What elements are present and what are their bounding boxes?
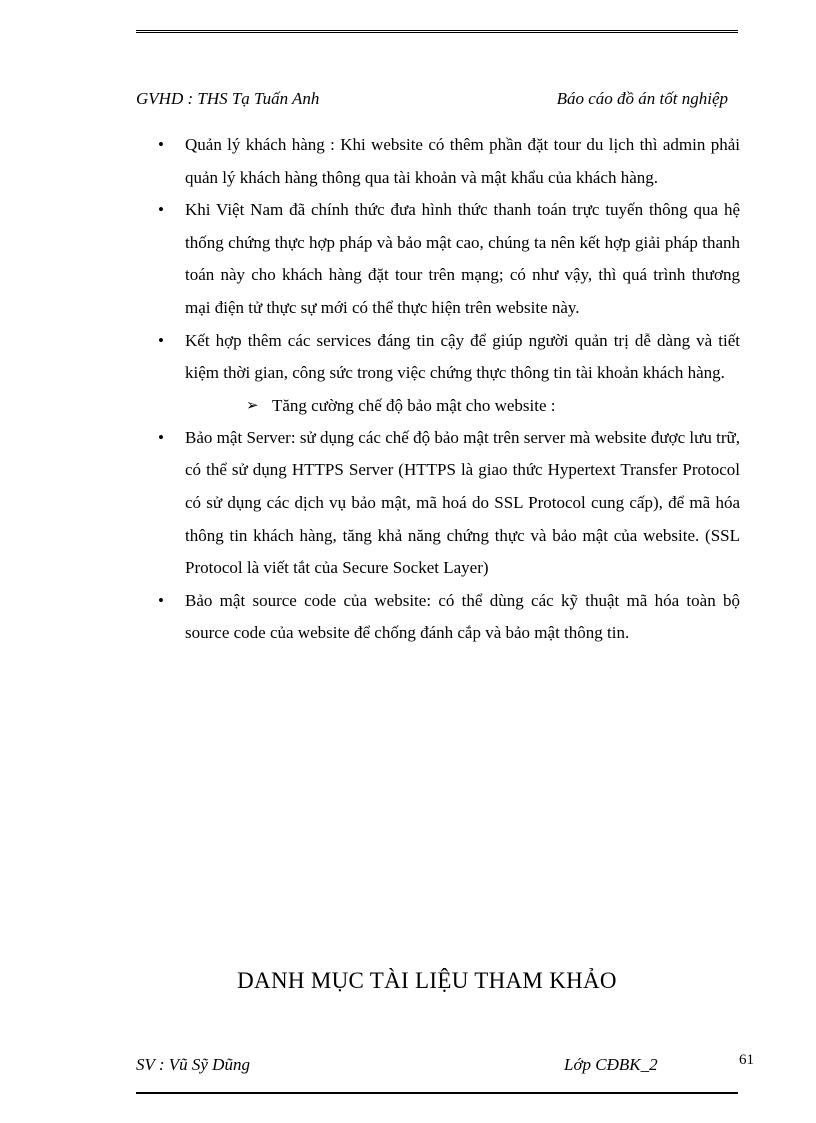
body-content [148, 129, 740, 650]
student-label: SV : Vũ Sỹ Dũng [136, 1055, 250, 1074]
list-item-text: Bảo mật Server: sử dụng các chế độ bảo mật trên server mà website được lưu trữ, có thể sử dụng HTTPS Server (HTTPS là giao thức Hypertext Transfer Protocol có sử dụng các dịch vụ bảo mật, mã hoá do SSL Protocol cung cấp), để mã hóa thông tin khách hàng, tăng khả năng chứng thực và bảo mật của website. (SSL Protocol là viết tắt của Secure Socket Layer) [185, 427, 740, 578]
list-item-text: Bảo mật source code của website: có thể dùng các kỹ thuật mã hóa toàn bộ source code của website để chống đánh cắp và bảo mật thông tin. [185, 590, 740, 643]
section-title: DANH MỤC TÀI LIỆU THAM KHẢO [237, 968, 617, 993]
class-label: Lớp CĐBK_2 [564, 1055, 658, 1074]
subheading-text: Tăng cường chế độ bảo mật cho website : [272, 395, 556, 415]
bullet-icon: • [158, 200, 164, 220]
bullet-icon: • [158, 427, 164, 447]
subheading [148, 390, 740, 422]
page-footer [136, 1052, 754, 1077]
list-item [148, 129, 740, 194]
list-item-text: Khi Việt Nam đã chính thức đưa hình thức thanh toán trực tuyến thông qua hệ thống chứng thực hợp pháp và bảo mật cao, chúng ta nên kết hợp giải pháp thanh toán này cho khách hàng đặt tour trên mạng; có như vậy, thì quá trình thương mại điện tử thực sự mới có thể thực hiện trên website này. [185, 200, 740, 317]
list-item-text: Quản lý khách hàng : Khi website có thêm phần đặt tour du lịch thì admin phải quản lý khách hàng thông qua tài khoản và mật khẩu của khách hàng. [185, 135, 740, 187]
list-item [148, 325, 740, 390]
header-rule [136, 30, 738, 33]
document-title: Báo cáo đồ án tốt nghiệp [556, 89, 728, 108]
bullet-icon: • [158, 330, 164, 350]
page-number: 61 [739, 1052, 754, 1068]
list-item-text: Kết hợp thêm các services đáng tin cậy để giúp người quản trị dễ dàng và tiết kiệm thời gian, công sức trong việc chứng thực thông tin tài khoản khách hàng. [185, 330, 740, 383]
footer-rule [136, 1092, 738, 1094]
bullet-icon: • [158, 135, 164, 154]
list-item [148, 194, 740, 324]
list-item [148, 585, 740, 650]
arrow-bullet-icon: ➢ [246, 397, 259, 414]
page-header [136, 89, 728, 111]
advisor-label: GVHD : THS Tạ Tuấn Anh [136, 89, 320, 108]
bullet-icon: • [158, 590, 164, 610]
list-item [148, 422, 740, 585]
